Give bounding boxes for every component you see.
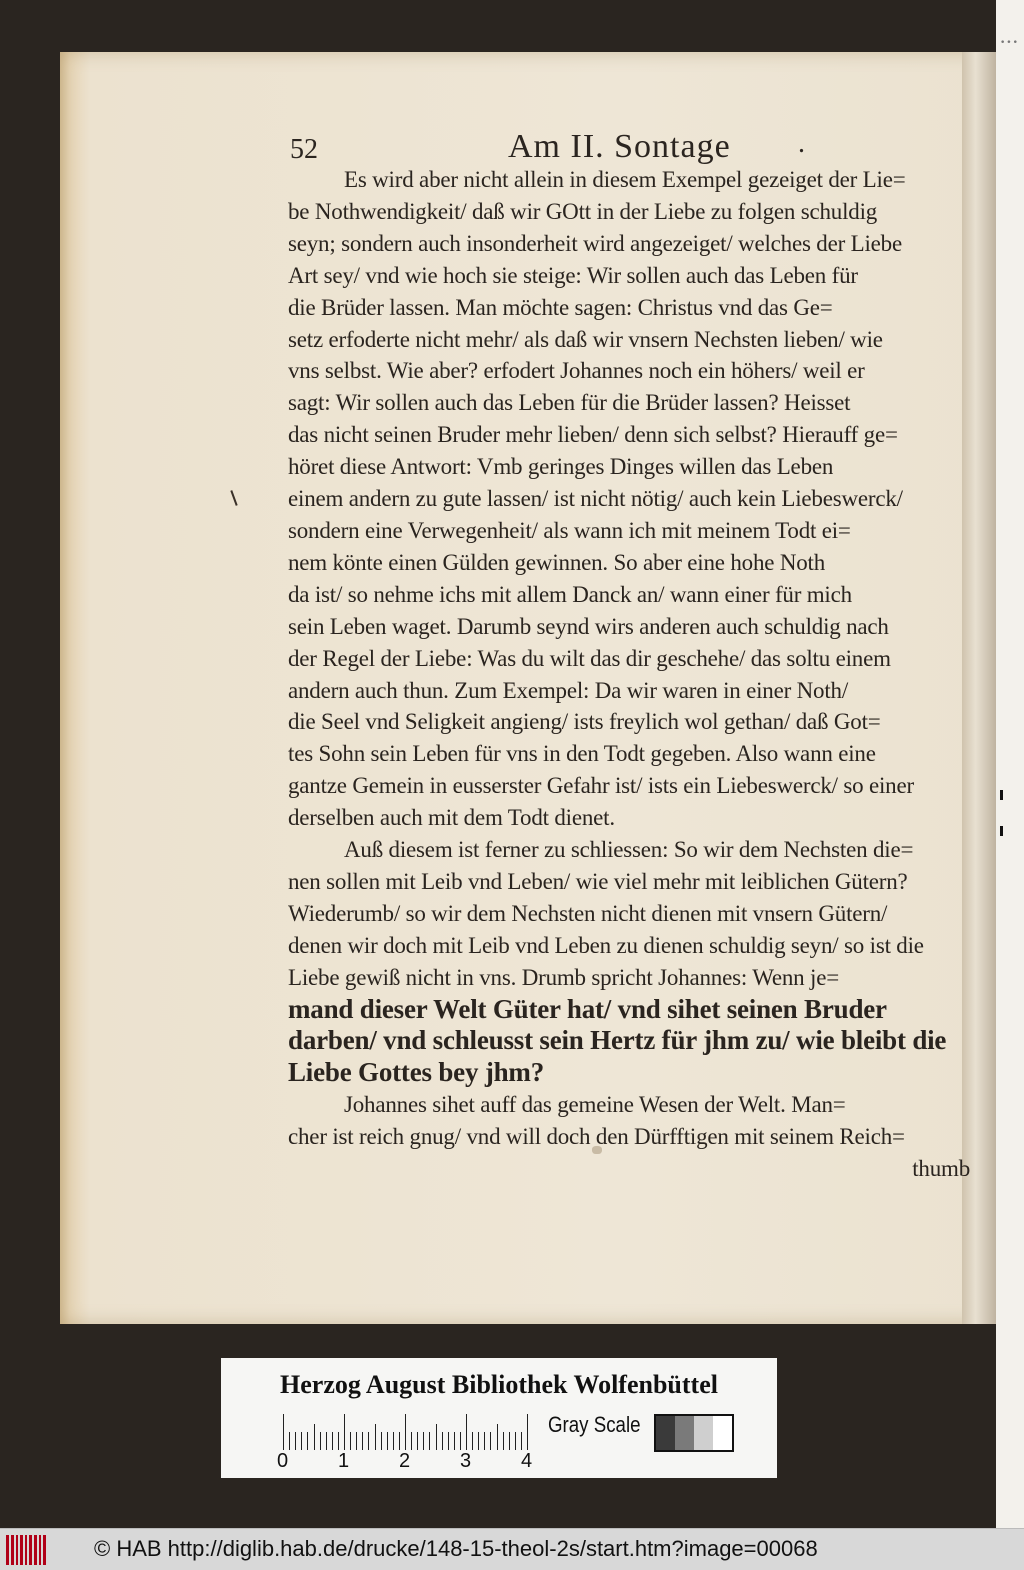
text-line: höret diese Antwort: Vmb geringes Dinges willen das Leben (288, 454, 834, 480)
text-line: Liebe gewiß nicht in vns. Drumb spricht Johannes: Wenn je= (288, 964, 839, 990)
ruler-tick (509, 1432, 510, 1450)
ruler-tick (442, 1432, 443, 1450)
ruler-label: 2 (399, 1450, 411, 1472)
ruler-label: 4 (521, 1450, 533, 1472)
text-line: derselben auch mit dem Todt dienet. (288, 805, 615, 831)
ruler-tick (472, 1432, 473, 1450)
ruler-tick (405, 1414, 406, 1450)
text-line: denen wir doch mit Leib vnd Leben zu dienen schuldig seyn/ so ist die (288, 932, 924, 958)
ruler-tick (320, 1432, 321, 1450)
ruler-tick (490, 1432, 491, 1450)
text-line: die Seel vnd Seligkeit angieng/ ists freylich wol gethan/ daß Got= (288, 709, 881, 735)
ruler-tick (454, 1432, 455, 1450)
text-line: andern auch thun. Zum Exempel: Da wir waren in einer Noth/ (288, 677, 849, 703)
text-line: sagt: Wir sollen auch das Leben für die Brüder lassen? Heisset (288, 390, 851, 416)
ruler-tick (338, 1432, 339, 1450)
ruler-tick (411, 1432, 412, 1450)
ruler-tick (375, 1424, 376, 1450)
text-line: vns selbst. Wie aber? erfodert Johannes noch ein höhers/ weil er (288, 358, 865, 384)
gray-scale-swatches (654, 1414, 734, 1452)
header-mark: . (798, 128, 805, 159)
text-line: tes Sohn sein Leben für vns in den Todt gegeben. Also wann eine (288, 741, 876, 767)
ruler-label: 3 (460, 1450, 472, 1472)
ruler-tick (301, 1432, 302, 1450)
text-line: Art sey/ vnd wie hoch sie steige: Wir sollen auch das Leben für (288, 262, 858, 288)
text-line: da ist/ so nehme ichs mit allem Danck an/ wann einer für mich (288, 581, 852, 607)
text-line: be Nothwendigkeit/ daß wir GOtt in der Liebe zu folgen schuldig (288, 198, 878, 224)
text-line: Auß diesem ist ferner zu schliessen: So wir dem Nechsten die= (344, 837, 914, 863)
text-line: thumb (912, 1156, 970, 1182)
ruler-tick (527, 1414, 528, 1450)
ruler-tick (356, 1432, 357, 1450)
text-line: einem andern zu gute lassen/ ist nicht nötig/ auch kein Liebeswerck/ (288, 486, 903, 512)
ruler (283, 1414, 533, 1450)
page-number: 52 (290, 134, 318, 165)
ruler-tick (417, 1432, 418, 1450)
text-line: Wiederumb/ so wir dem Nechsten nicht dienen mit vnsern Gütern/ (288, 900, 888, 926)
text-line: das nicht seinen Bruder mehr lieben/ denn sich selbst? Hierauff ge= (288, 422, 898, 448)
text-line: gantze Gemein in eusserster Gefahr ist/ ists ein Liebeswerck/ so einer (288, 773, 914, 799)
text-line: Es wird aber nicht allein in diesem Exempel gezeiget der Lie= (344, 167, 906, 192)
ruler-tick (362, 1432, 363, 1450)
ruler-tick (466, 1414, 467, 1450)
ruler-tick (399, 1432, 400, 1450)
ruler-tick (497, 1424, 498, 1450)
running-title: Am II. Sontage (508, 128, 731, 165)
footer-bar (0, 1528, 1024, 1570)
footer-copyright-url[interactable]: © HAB http://diglib.hab.de/drucke/148-15-theol-2s/start.htm?image=00068 (94, 1536, 818, 1561)
gray-scale-label: Gray Scale (548, 1412, 641, 1437)
ruler-tick (381, 1432, 382, 1450)
margin-ticks (1000, 790, 1003, 910)
ruler-tick (326, 1432, 327, 1450)
ruler-tick (515, 1432, 516, 1450)
library-name: Herzog August Bibliothek Wolfenbüttel (280, 1370, 718, 1399)
ruler-tick (314, 1424, 315, 1450)
ruler-tick (484, 1432, 485, 1450)
ruler-tick (436, 1424, 437, 1450)
ruler-tick (429, 1432, 430, 1450)
text-line: Liebe Gottes bey jhm? (288, 1057, 545, 1088)
ruler-tick (368, 1432, 369, 1450)
ruler-tick (448, 1432, 449, 1450)
ruler-tick (393, 1432, 394, 1450)
ruler-tick (423, 1432, 424, 1450)
gray-swatch (656, 1416, 675, 1450)
ruler-tick (387, 1432, 388, 1450)
text-body (288, 164, 970, 1185)
hab-logo-icon (6, 1535, 48, 1565)
ruler-tick (283, 1414, 284, 1450)
text-line: darben/ vnd schleusst sein Hertz für jhm zu/ wie bleibt die (288, 1025, 947, 1056)
ruler-tick (478, 1432, 479, 1450)
scale-card (221, 1358, 777, 1478)
ruler-tick (344, 1414, 345, 1450)
right-edge-strip: ••• (996, 0, 1024, 1528)
text-line: nem könte einen Gülden gewinnen. So aber eine hohe Noth (288, 549, 826, 575)
gray-swatch (694, 1416, 713, 1450)
gray-swatch (713, 1416, 732, 1450)
text-line: sein Leben waget. Darumb seynd wirs anderen auch schuldig nach (288, 613, 889, 639)
text-line: nen sollen mit Leib vnd Leben/ wie viel mehr mit leiblichen Gütern? (288, 868, 908, 894)
ruler-tick (295, 1432, 296, 1450)
ruler-tick (460, 1432, 461, 1450)
ruler-tick (521, 1432, 522, 1450)
text-line: seyn; sondern auch insonderheit wird angezeiget/ welches der Liebe (288, 230, 902, 256)
ruler-tick (503, 1432, 504, 1450)
text-line: die Brüder lassen. Man möchte sagen: Christus vnd das Ge= (288, 294, 833, 320)
text-line: setz erfoderte nicht mehr/ als daß wir vnsern Nechsten lieben/ wie (288, 326, 883, 352)
ruler-tick (307, 1432, 308, 1450)
ruler-tick (332, 1432, 333, 1450)
text-line: cher ist reich gnug/ vnd will doch den Dürfftigen mit seinem Reich= (288, 1124, 905, 1150)
text-line: der Regel der Liebe: Was du wilt das dir geschehe/ das soltu einem (288, 645, 891, 671)
text-line: sondern eine Verwegenheit/ als wann ich mit meinem Todt ei= (288, 517, 851, 543)
ruler-tick (350, 1432, 351, 1450)
ruler-labels (273, 1450, 563, 1474)
text-line: Johannes sihet auff das gemeine Wesen der Welt. Man= (344, 1092, 846, 1118)
ruler-label: 0 (277, 1450, 289, 1472)
text-line: mand dieser Welt Güter hat/ vnd sihet seinen Bruder (288, 993, 887, 1024)
ruler-tick (289, 1432, 290, 1450)
gray-swatch (675, 1416, 694, 1450)
ruler-label: 1 (338, 1450, 350, 1472)
